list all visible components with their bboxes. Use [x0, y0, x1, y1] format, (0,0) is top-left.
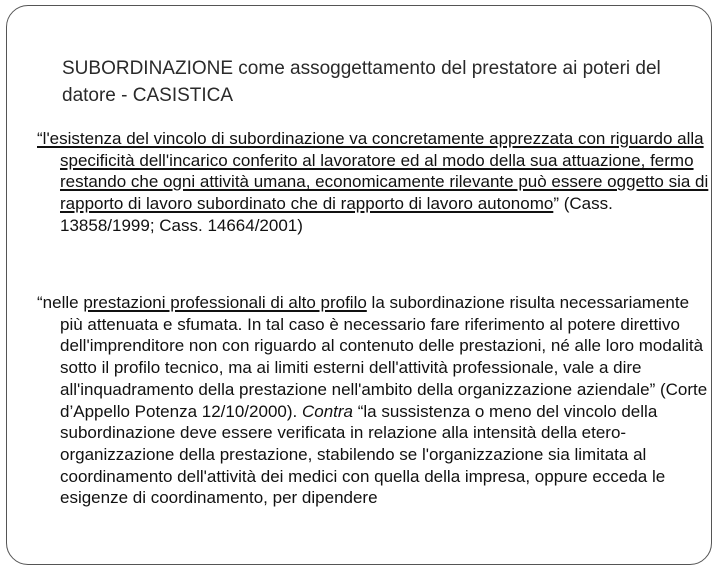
quote-open: “nelle: [37, 293, 84, 312]
contra-label: Contra: [301, 401, 353, 421]
paragraph-cassazione: [37, 128, 710, 237]
underlined-phrase: prestazioni professionali di alto profilo: [83, 293, 367, 312]
citation: ” (Cass. 13858/1999; Cass. 14664/2001): [60, 194, 613, 235]
slide-title: SUBORDINAZIONE come assoggettamento del prestatore ai poteri del datore - CASISTICA: [62, 58, 661, 106]
paragraph-alto-profilo: [37, 292, 710, 509]
quote-underlined: “l'esistenza del vincolo di subordinazione va concretamente apprezzata con riguardo alla specificità dell'incarico conferito al lavoratore ed al modo della sua attuazione, fermo restando che ogni attività umana, economicamente rilevante può essere oggetto sia di rapporto di lavoro subordinato che di rapporto di lavoro autonomo: [37, 129, 709, 214]
body-text-end: “la sussistenza o meno del vincolo della subordinazione deve essere verificata in relazione alla intensità della etero-organizzazione della prestazione, stabilendo se l'organizzazione sia limitata al coordinamento dell'attività dei medici con quella della impresa, oppure ecceda le esigenze di coordinamento, per dipendere: [60, 401, 666, 508]
body-text: la subordinazione risulta necessariamente più attenuata e sfumata. In tal caso è necessario fare riferimento al potere direttivo dell'imprenditore non con riguardo al contenuto delle prestazioni, né alle loro modalità sotto il profilo tecnico, ma ai limiti esterni dell'attività professionale, vale a dire all'inquadramento della prestazione nell'ambito della organizzazione aziendale” (Corte d’Appello Potenza 12/10/2000).: [60, 293, 708, 421]
